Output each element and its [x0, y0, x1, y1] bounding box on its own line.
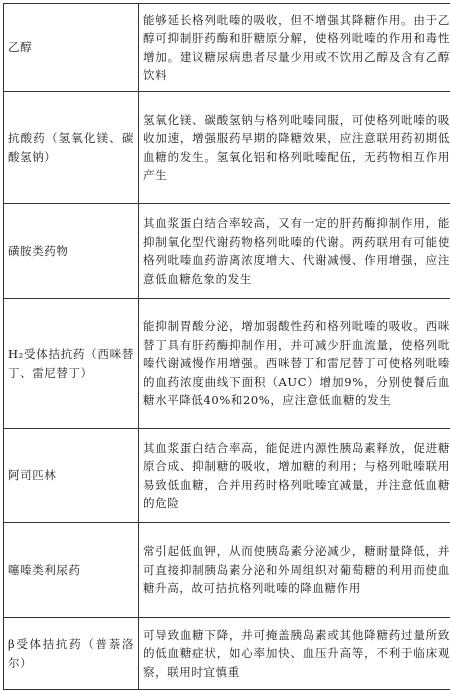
table-row	[4, 4, 450, 92]
interaction-description-cell: 可导致血糖下降，并可掩盖胰岛素或其他降糖药过量所致的低血糖症状，如心率加快、血压升高等，不利于临床观察，联用时宜慎重	[139, 618, 450, 690]
table-row	[4, 299, 450, 429]
interaction-description-cell: 其血浆蛋白结合率较高，又有一定的肝药酶抑制作用，能抑制氧化型代谢药物格列吡嗪的代谢。两药联用有可能使格列吡嗪血药游离浓度增大、代谢减慢、作用增强，应注意低血糖危象的发生	[139, 204, 450, 299]
table-row	[4, 618, 450, 690]
table-row	[4, 204, 450, 299]
interaction-description-cell: 其血浆蛋白结合率高，能促进内源性胰岛素释放，促进糖原合成、抑制糖的吸收，增加糖的利用；与格列吡嗪联用易致低血糖，合并用药时格列吡嗪宜减量，并注意低血糖的危险	[139, 429, 450, 523]
drug-name-cell: 噻嗪类利尿药	[4, 523, 139, 618]
table-row	[4, 92, 450, 204]
drug-name-cell: 磺胺类药物	[4, 204, 139, 299]
table-row	[4, 429, 450, 523]
interaction-description-cell: 常引起低血钾，从而使胰岛素分泌减少，糖耐量降低，并可直接抑制胰岛素分泌和外周组织对葡萄糖的利用而使血糖升高，故可拮抗格列吡嗪的降血糖作用	[139, 523, 450, 618]
drug-interaction-table	[3, 3, 450, 690]
interaction-description-cell: 能抑制胃酸分泌，增加弱酸性药和格列吡嗪的吸收。西咪替丁具有肝药酶抑制作用，并可减少肝血流量，使格列吡嗪代谢减慢作用增强。西咪替丁和雷尼替丁可使格列吡嗪的血药浓度曲线下面积（AUC）增加9%，分别使餐后血糖水平降低40%和20%，应注意低血糖的发生	[139, 299, 450, 429]
drug-name-cell: 乙醇	[4, 4, 139, 92]
drug-name-cell: 抗酸药（氢氧化镁、碳酸氢钠）	[4, 92, 139, 204]
drug-name-cell: β受体拮抗药（普萘洛尔）	[4, 618, 139, 690]
drug-name-cell: H₂受体拮抗药（西咪替丁、雷尼替丁）	[4, 299, 139, 429]
table-row	[4, 523, 450, 618]
interaction-description-cell: 能够延长格列吡嗪的吸收，但不增强其降糖作用。由于乙醇可抑制肝药酶和肝糖原分解，使格列吡嗪的作用和毒性增加。建议糖尿病患者尽量少用或不饮用乙醇及含有乙醇饮料	[139, 4, 450, 92]
drug-name-cell: 阿司匹林	[4, 429, 139, 523]
interaction-description-cell: 氢氧化镁、碳酸氢钠与格列吡嗪同服，可使格列吡嗪的吸收加速，增强服药早期的降糖效果，应注意联用药初期低血糖的发生。氢氧化铝和格列吡嗪配伍，无药物相互作用产生	[139, 92, 450, 204]
